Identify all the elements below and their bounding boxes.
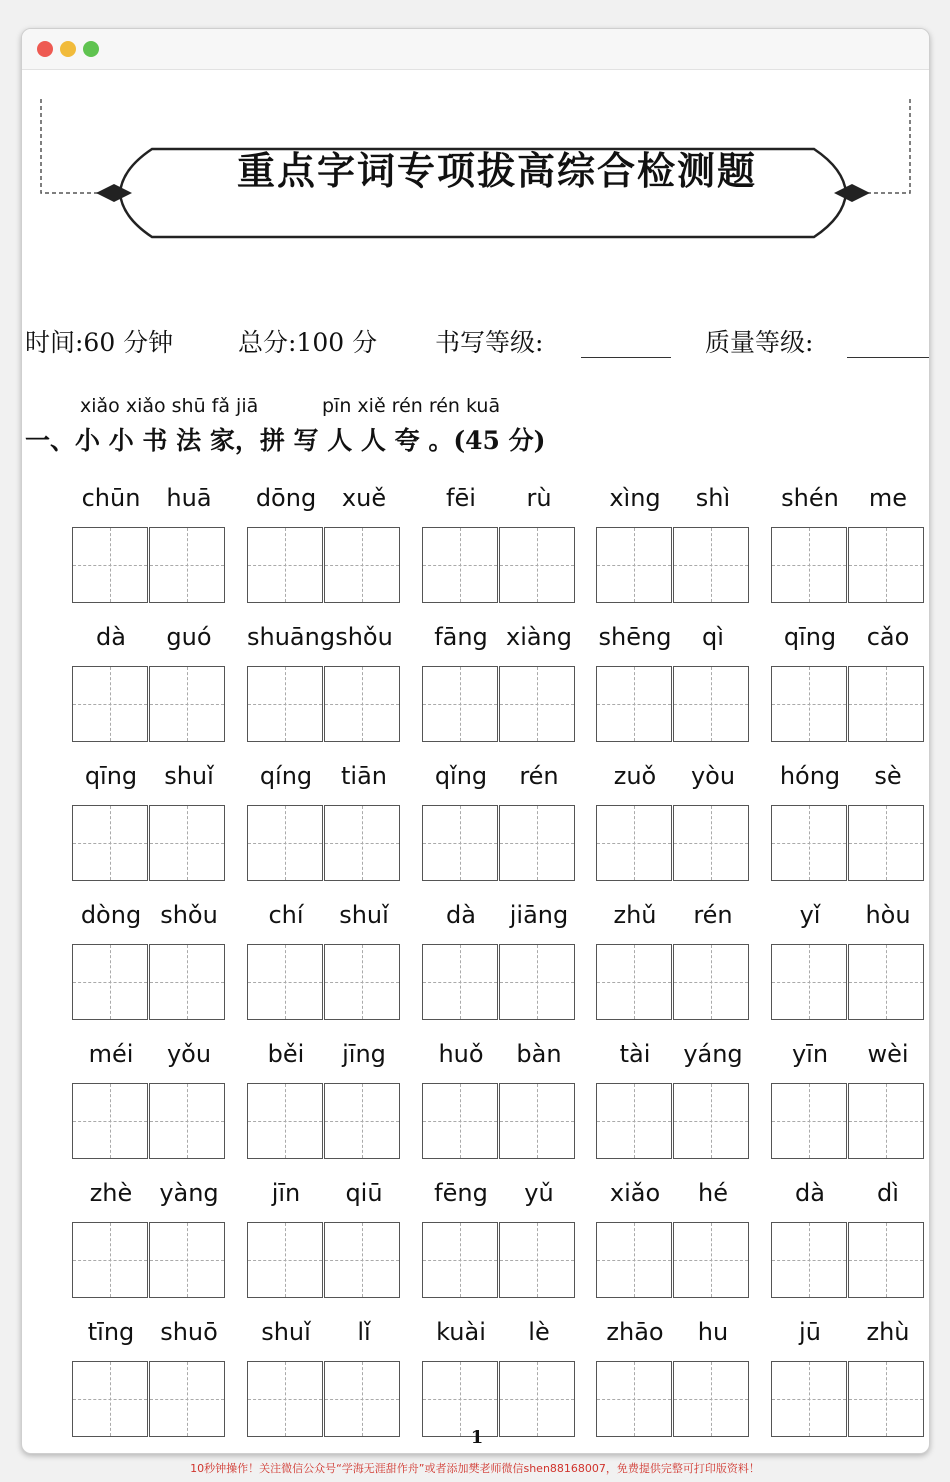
writing-box[interactable] bbox=[247, 666, 323, 742]
pinyin-syllable: chí bbox=[268, 901, 304, 929]
word-unit bbox=[596, 620, 752, 744]
word-unit bbox=[422, 1037, 578, 1161]
pinyin-syllable: zhǔ bbox=[613, 901, 657, 929]
pinyin-syllable: dōng bbox=[255, 484, 317, 512]
pinyin-syllable: yǐ bbox=[799, 901, 821, 929]
word-unit bbox=[771, 1037, 927, 1161]
writing-box[interactable] bbox=[324, 1083, 400, 1159]
pinyin-syllable: shǒu bbox=[335, 623, 393, 651]
writing-box[interactable] bbox=[247, 944, 323, 1020]
word-unit bbox=[247, 1176, 403, 1300]
pinyin-syllable: yáng bbox=[683, 1040, 743, 1068]
pinyin-syllable: fēi bbox=[446, 484, 476, 512]
writing-box[interactable] bbox=[771, 805, 847, 881]
writing-box[interactable] bbox=[771, 1361, 847, 1437]
pinyin-syllable: yǒu bbox=[166, 1040, 212, 1068]
pinyin-syllable: rén bbox=[519, 762, 559, 790]
word-unit bbox=[247, 1037, 403, 1161]
word-unit bbox=[771, 620, 927, 744]
writing-box[interactable] bbox=[771, 527, 847, 603]
pinyin-syllable: xuě bbox=[341, 484, 387, 512]
writing-box[interactable] bbox=[324, 805, 400, 881]
word-unit bbox=[422, 481, 578, 605]
writing-box[interactable] bbox=[324, 1361, 400, 1437]
writing-box[interactable] bbox=[72, 666, 148, 742]
pinyin-syllable: rén bbox=[693, 901, 733, 929]
pinyin-syllable: jiāng bbox=[509, 901, 569, 929]
writing-box[interactable] bbox=[596, 1361, 672, 1437]
pinyin-syllable: tiān bbox=[341, 762, 387, 790]
close-window-button[interactable] bbox=[37, 41, 53, 57]
writing-box[interactable] bbox=[596, 666, 672, 742]
pinyin-syllable: xiàng bbox=[505, 623, 573, 651]
word-unit bbox=[771, 898, 927, 1022]
word-unit bbox=[771, 1176, 927, 1300]
writing-box[interactable] bbox=[247, 527, 323, 603]
pinyin-syllable: rù bbox=[526, 484, 552, 512]
pinyin-syllable: kuài bbox=[436, 1318, 486, 1346]
writing-box[interactable] bbox=[673, 1222, 749, 1298]
pinyin-syllable: méi bbox=[88, 1040, 134, 1068]
page-number: 1 bbox=[470, 1427, 484, 1448]
pinyin-syllable: sè bbox=[874, 762, 902, 790]
window-titlebar bbox=[22, 29, 929, 70]
pinyin-syllable: shēng bbox=[598, 623, 672, 651]
writing-box[interactable] bbox=[247, 1361, 323, 1437]
writing-box[interactable] bbox=[848, 944, 924, 1020]
word-unit bbox=[422, 898, 578, 1022]
pinyin-syllable: dà bbox=[795, 1179, 825, 1207]
pinyin-syllable: qīng bbox=[84, 762, 138, 790]
writing-box[interactable] bbox=[499, 944, 575, 1020]
writing-box[interactable] bbox=[324, 1222, 400, 1298]
pinyin-syllable: jīng bbox=[342, 1040, 386, 1068]
pinyin-syllable: bàn bbox=[516, 1040, 562, 1068]
writing-box[interactable] bbox=[149, 805, 225, 881]
pinyin-syllable: me bbox=[868, 484, 908, 512]
writing-box[interactable] bbox=[771, 666, 847, 742]
writing-box[interactable] bbox=[149, 527, 225, 603]
writing-box[interactable] bbox=[848, 1361, 924, 1437]
writing-box[interactable] bbox=[596, 944, 672, 1020]
writing-box[interactable] bbox=[771, 1083, 847, 1159]
word-unit bbox=[596, 1176, 752, 1300]
writing-box[interactable] bbox=[596, 805, 672, 881]
pinyin-syllable: shuāng bbox=[247, 623, 336, 651]
pinyin-syllable: wèi bbox=[867, 1040, 909, 1068]
writing-box[interactable] bbox=[673, 944, 749, 1020]
word-unit bbox=[422, 759, 578, 883]
writing-box[interactable] bbox=[771, 944, 847, 1020]
writing-box[interactable] bbox=[499, 666, 575, 742]
pinyin-syllable: zhè bbox=[89, 1179, 133, 1207]
pinyin-syllable: xiǎo bbox=[609, 1179, 661, 1207]
word-unit bbox=[422, 620, 578, 744]
word-unit bbox=[422, 1315, 578, 1439]
worksheet-title: 重点字词专项拔高综合检测题 bbox=[236, 148, 757, 193]
writing-box[interactable] bbox=[72, 1222, 148, 1298]
writing-box[interactable] bbox=[499, 1222, 575, 1298]
pinyin-syllable: qǐng bbox=[434, 762, 488, 790]
word-unit bbox=[596, 759, 752, 883]
section-title: 一、小 小 书 法 家，拼 写 人 人 夸 。(45 分) bbox=[25, 426, 546, 455]
pinyin-syllable: qì bbox=[702, 623, 724, 651]
writing-box[interactable] bbox=[324, 527, 400, 603]
pinyin-syllable: shén bbox=[781, 484, 839, 512]
pinyin-syllable: qīng bbox=[783, 623, 837, 651]
pinyin-syllable: qiū bbox=[345, 1179, 383, 1207]
word-unit bbox=[72, 898, 228, 1022]
pinyin-syllable: zhù bbox=[866, 1318, 910, 1346]
pinyin-syllable: shuǐ bbox=[261, 1318, 311, 1346]
writing-box[interactable] bbox=[596, 1222, 672, 1298]
writing-box[interactable] bbox=[422, 527, 498, 603]
document-window bbox=[21, 28, 930, 1454]
writing-box[interactable] bbox=[848, 527, 924, 603]
word-unit bbox=[596, 1037, 752, 1161]
writing-box[interactable] bbox=[72, 805, 148, 881]
pinyin-syllable: dà bbox=[446, 901, 476, 929]
writing-box[interactable] bbox=[422, 1361, 498, 1437]
writing-box[interactable] bbox=[324, 944, 400, 1020]
pinyin-syllable: huǒ bbox=[438, 1040, 484, 1068]
writing-box[interactable] bbox=[673, 805, 749, 881]
word-unit bbox=[771, 759, 927, 883]
writing-box[interactable] bbox=[673, 1361, 749, 1437]
word-unit bbox=[247, 898, 403, 1022]
pinyin-syllable: dà bbox=[96, 623, 126, 651]
writing-box[interactable] bbox=[596, 527, 672, 603]
word-unit bbox=[72, 759, 228, 883]
pinyin-syllable: guó bbox=[166, 623, 212, 651]
pinyin-syllable: huā bbox=[166, 484, 212, 512]
writing-box[interactable] bbox=[771, 1222, 847, 1298]
writing-box[interactable] bbox=[149, 1361, 225, 1437]
word-unit bbox=[771, 1315, 927, 1439]
pinyin-syllable: dì bbox=[877, 1179, 899, 1207]
word-unit bbox=[247, 1315, 403, 1439]
word-unit bbox=[247, 481, 403, 605]
pinyin-syllable: hu bbox=[697, 1318, 729, 1346]
section-pinyin-2: pīn xiě rén rén kuā bbox=[322, 395, 501, 417]
pinyin-syllable: hóng bbox=[779, 762, 841, 790]
pinyin-syllable: fāng bbox=[434, 623, 488, 651]
pinyin-syllable: lè bbox=[528, 1318, 550, 1346]
pinyin-syllable: hòu bbox=[865, 901, 911, 929]
writing-box[interactable] bbox=[422, 666, 498, 742]
writing-box[interactable] bbox=[848, 666, 924, 742]
writing-box[interactable] bbox=[499, 1361, 575, 1437]
pinyin-syllable: zhāo bbox=[606, 1318, 664, 1346]
writing-box[interactable] bbox=[499, 527, 575, 603]
word-unit bbox=[72, 1037, 228, 1161]
writing-box[interactable] bbox=[422, 1083, 498, 1159]
writing-box[interactable] bbox=[499, 805, 575, 881]
word-unit bbox=[422, 1176, 578, 1300]
word-unit bbox=[247, 620, 403, 744]
writing-box[interactable] bbox=[499, 1083, 575, 1159]
maximize-window-button[interactable] bbox=[83, 41, 99, 57]
writing-box[interactable] bbox=[673, 666, 749, 742]
writing-box[interactable] bbox=[247, 1083, 323, 1159]
pinyin-syllable: cǎo bbox=[866, 623, 910, 651]
writing-box[interactable] bbox=[72, 1361, 148, 1437]
word-unit bbox=[72, 1315, 228, 1439]
writing-box[interactable] bbox=[72, 944, 148, 1020]
writing-box[interactable] bbox=[422, 805, 498, 881]
pinyin-syllable: tīng bbox=[87, 1318, 135, 1346]
writing-grade-blank bbox=[581, 357, 671, 358]
time-limit: 时间:60 分钟 bbox=[25, 328, 174, 357]
word-unit bbox=[596, 898, 752, 1022]
word-unit bbox=[596, 1315, 752, 1439]
pinyin-syllable: tài bbox=[619, 1040, 651, 1068]
info-row bbox=[25, 317, 929, 361]
writing-box[interactable] bbox=[149, 1222, 225, 1298]
word-unit bbox=[247, 759, 403, 883]
pinyin-syllable: zuǒ bbox=[613, 762, 657, 790]
quality-grade-blank bbox=[847, 357, 930, 358]
pinyin-syllable: chūn bbox=[81, 484, 141, 512]
pinyin-syllable: yàng bbox=[159, 1179, 219, 1207]
writing-box[interactable] bbox=[324, 666, 400, 742]
minimize-window-button[interactable] bbox=[60, 41, 76, 57]
writing-box[interactable] bbox=[673, 1083, 749, 1159]
pinyin-syllable: hé bbox=[698, 1179, 728, 1207]
pinyin-syllable: xìng bbox=[609, 484, 661, 512]
section-pinyin-1: xiǎo xiǎo shū fǎ jiā bbox=[80, 395, 259, 417]
pinyin-syllable: yòu bbox=[690, 762, 736, 790]
pinyin-syllable: yǔ bbox=[524, 1179, 554, 1207]
pinyin-syllable: yīn bbox=[791, 1040, 829, 1068]
writing-box[interactable] bbox=[673, 527, 749, 603]
pinyin-syllable: shuǐ bbox=[339, 901, 389, 929]
word-unit bbox=[72, 481, 228, 605]
writing-box[interactable] bbox=[247, 805, 323, 881]
pinyin-syllable: qíng bbox=[259, 762, 313, 790]
writing-box[interactable] bbox=[72, 1083, 148, 1159]
pinyin-syllable: běi bbox=[267, 1040, 305, 1068]
pinyin-syllable: shǒu bbox=[160, 901, 218, 929]
quality-grade-label: 质量等级: bbox=[705, 328, 814, 357]
writing-box[interactable] bbox=[149, 944, 225, 1020]
writing-box[interactable] bbox=[149, 1083, 225, 1159]
writing-box[interactable] bbox=[848, 805, 924, 881]
writing-box[interactable] bbox=[422, 944, 498, 1020]
writing-box[interactable] bbox=[422, 1222, 498, 1298]
pinyin-syllable: jū bbox=[799, 1318, 821, 1346]
writing-box[interactable] bbox=[596, 1083, 672, 1159]
writing-box[interactable] bbox=[848, 1083, 924, 1159]
writing-box[interactable] bbox=[72, 527, 148, 603]
pinyin-syllable: lǐ bbox=[357, 1318, 371, 1346]
writing-box[interactable] bbox=[247, 1222, 323, 1298]
word-unit bbox=[596, 481, 752, 605]
pinyin-syllable: fēng bbox=[434, 1179, 488, 1207]
footer-note: 10秒钟操作！关注微信公众号“学海无涯甜作舟”或者添加樊老师微信shen88168007，免费提供完整可打印版资料！ bbox=[190, 1462, 760, 1475]
pinyin-syllable: dòng bbox=[80, 901, 142, 929]
pinyin-syllable: shì bbox=[695, 484, 731, 512]
writing-grade-label: 书写等级: bbox=[435, 328, 544, 357]
writing-box[interactable] bbox=[149, 666, 225, 742]
pinyin-syllable: shuō bbox=[160, 1318, 218, 1346]
writing-box[interactable] bbox=[848, 1222, 924, 1298]
total-score: 总分:100 分 bbox=[238, 328, 378, 357]
pinyin-syllable: shuǐ bbox=[164, 762, 214, 790]
pinyin-syllable: jīn bbox=[271, 1179, 301, 1207]
word-unit bbox=[771, 481, 927, 605]
word-unit bbox=[72, 1176, 228, 1300]
word-unit bbox=[72, 620, 228, 744]
